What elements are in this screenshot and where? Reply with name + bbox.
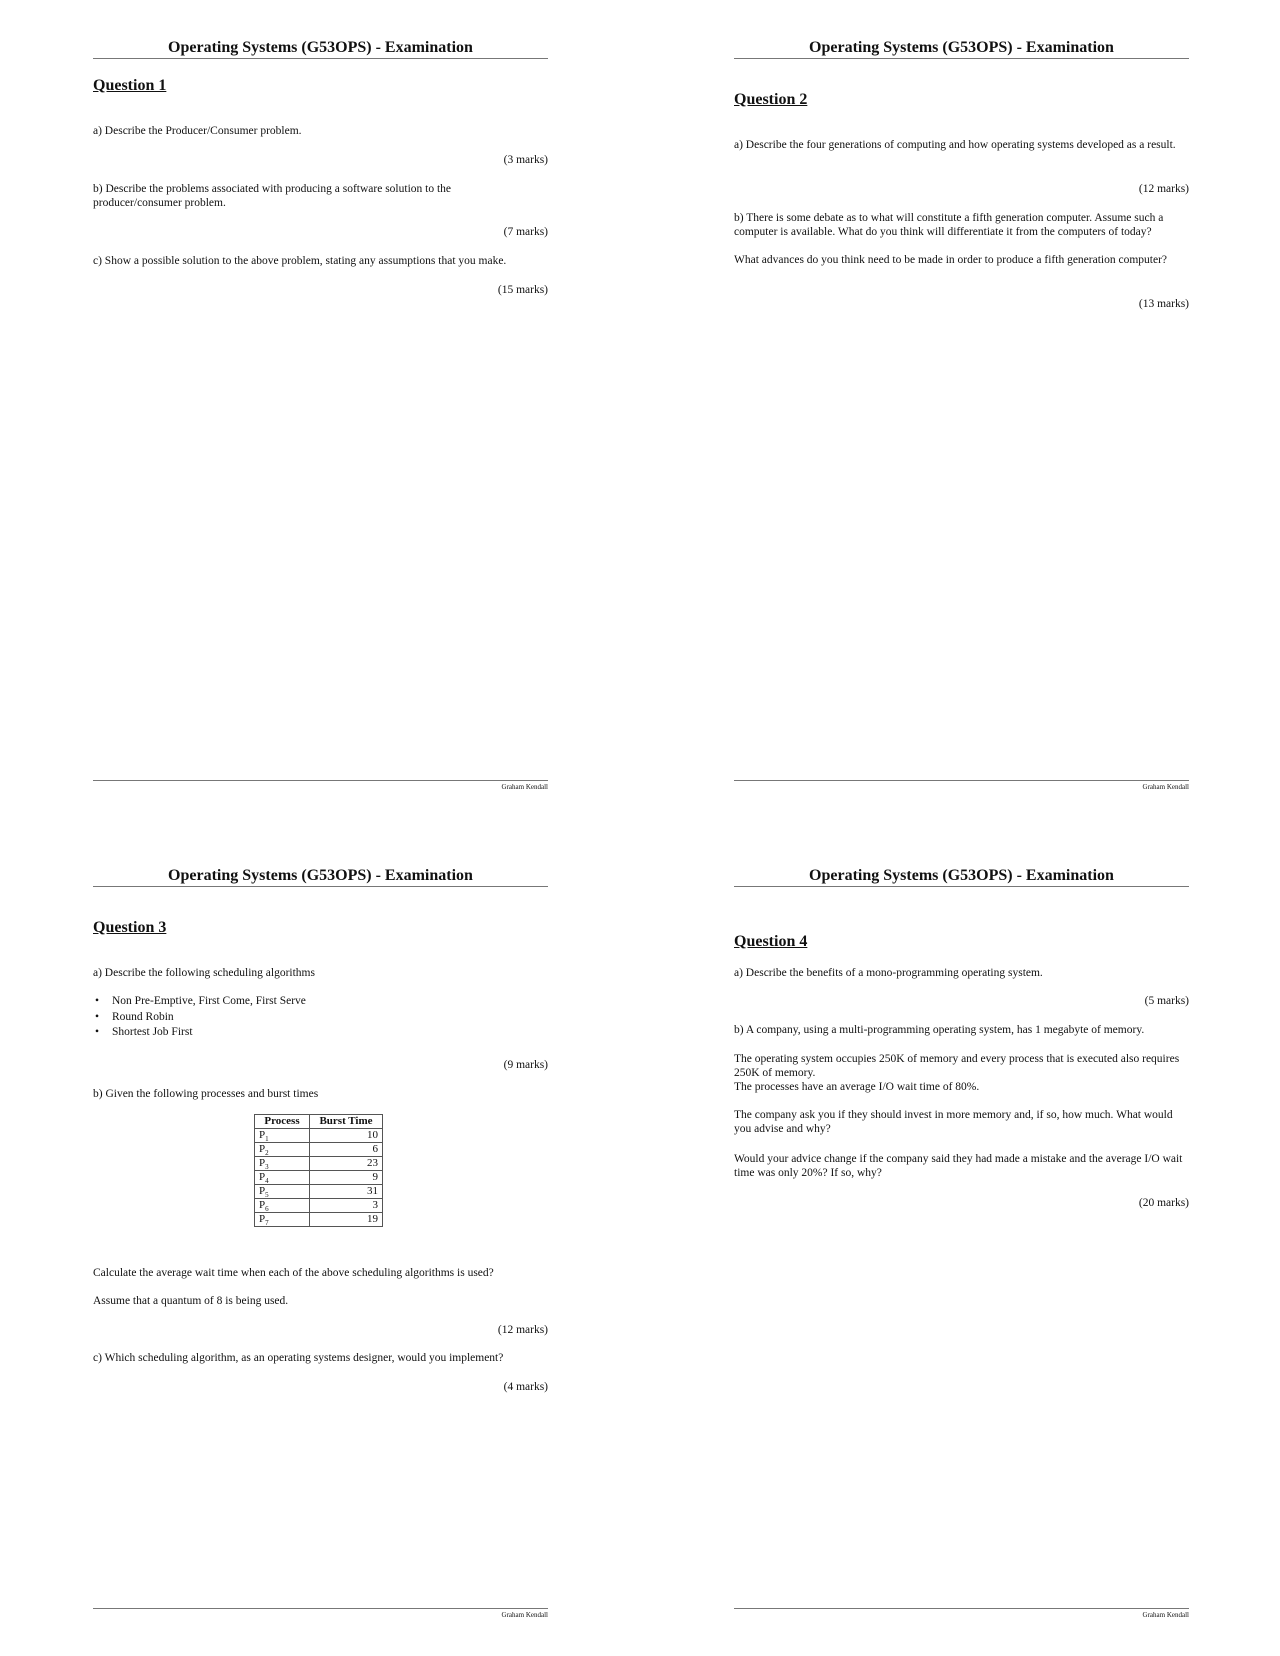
process-cell: $P_1$ <box>255 1129 310 1143</box>
question-part-b: b) There is some debate as to what will constitute a fifth generation computer. Assume such a computer is available. What do you think will differentiate it from the computers of today? <box>734 212 1164 238</box>
exam-page-2 <box>734 38 1189 793</box>
list-item-label: Round Robin <box>112 1010 174 1023</box>
list-item <box>93 994 306 1010</box>
question-part-b-io-wait: The processes have an average I/O wait time of 80%. <box>734 1081 980 1093</box>
page-header-title: Operating Systems (G53OPS) - Examination <box>809 867 1114 884</box>
question-part-a: a) Describe the four generations of computing and how operating systems developed as a result. <box>734 139 1176 151</box>
marks-part-a: (5 marks) <box>1144 995 1189 1007</box>
question-heading: Question 3 <box>93 919 167 936</box>
page-header-title: Operating Systems (G53OPS) - Examination <box>168 39 473 56</box>
question-part-a: a) Describe the benefits of a mono-programming operating system. <box>734 967 1043 979</box>
header-divider <box>734 886 1189 887</box>
list-item-label: Non Pre-Emptive, First Come, First Serve <box>112 995 306 1007</box>
list-item-label: Shortest Job First <box>112 1026 193 1038</box>
question-heading: Question 4 <box>734 933 808 950</box>
column-header-process: Process <box>255 1115 310 1129</box>
marks-part-c: (15 marks) <box>497 284 548 296</box>
page-header-title: Operating Systems (G53OPS) - Examination <box>809 39 1114 56</box>
table-row <box>255 1129 383 1143</box>
exam-page-3 <box>93 866 548 1626</box>
question-part-b: b) Describe the problems associated with producing a software solution to the producer/consumer problem. <box>93 183 452 209</box>
footer-author: Graham Kendall <box>1142 1611 1189 1619</box>
burst-time-cell: 3 <box>310 1199 383 1213</box>
process-cell: $P_7$ <box>255 1213 310 1227</box>
table-row <box>255 1199 383 1213</box>
footer-author: Graham Kendall <box>501 783 548 791</box>
marks-part-b: (13 marks) <box>1138 298 1189 310</box>
marks-part-b: (20 marks) <box>1138 1197 1189 1209</box>
marks-part-a: (3 marks) <box>503 154 548 166</box>
marks-part-a: (12 marks) <box>1138 183 1189 195</box>
table-row <box>255 1213 383 1227</box>
page-header-title: Operating Systems (G53OPS) - Examination <box>168 867 473 884</box>
header-divider <box>93 58 548 59</box>
footer-author: Graham Kendall <box>501 1611 548 1619</box>
footer-divider <box>734 780 1189 781</box>
question-part-b-calc: Calculate the average wait time when each of the above scheduling algorithms is used? <box>93 1267 494 1279</box>
burst-time-cell: 6 <box>310 1143 383 1157</box>
list-item <box>93 1025 306 1041</box>
question-part-b-memory: The operating system occupies 250K of memory and every process that is executed also requires 250K of memory. <box>734 1053 1180 1079</box>
burst-time-cell: 23 <box>310 1157 383 1171</box>
process-cell: $P_3$ <box>255 1157 310 1171</box>
process-cell: $P_2$ <box>255 1143 310 1157</box>
question-part-a: a) Describe the following scheduling algorithms <box>93 967 315 979</box>
marks-part-b: (12 marks) <box>497 1324 548 1336</box>
footer-divider <box>734 1608 1189 1609</box>
header-divider <box>734 58 1189 59</box>
marks-part-b: (7 marks) <box>503 226 548 238</box>
table-row <box>255 1185 383 1199</box>
footer-author: Graham Kendall <box>1142 783 1189 791</box>
question-part-a: a) Describe the Producer/Consumer problem. <box>93 125 302 137</box>
question-part-b-change: Would your advice change if the company said they had made a mistake and the average I/O wait time was only 20%? If so, why? <box>734 1153 1183 1179</box>
question-part-b: b) A company, using a multi-programming operating system, has 1 megabyte of memory. <box>734 1024 1145 1036</box>
table-row <box>255 1157 383 1171</box>
bullet-icon: • <box>95 1026 100 1038</box>
exam-page-4 <box>734 866 1189 1626</box>
footer-divider <box>93 1608 548 1609</box>
burst-time-cell: 9 <box>310 1171 383 1185</box>
header-divider <box>93 886 548 887</box>
list-item <box>93 1010 306 1026</box>
column-header-burst-time: Burst Time <box>310 1115 383 1129</box>
burst-time-cell: 19 <box>310 1213 383 1227</box>
burst-time-table <box>254 1114 383 1227</box>
question-heading: Question 2 <box>734 91 808 108</box>
process-cell: $P_6$ <box>255 1199 310 1213</box>
table-header-row <box>255 1115 383 1129</box>
process-cell: $P_4$ <box>255 1171 310 1185</box>
marks-part-a: (9 marks) <box>503 1059 548 1071</box>
question-part-c: c) Which scheduling algorithm, as an operating systems designer, would you implement? <box>93 1352 504 1364</box>
algorithm-list <box>93 994 306 1041</box>
exam-page-1 <box>93 38 548 793</box>
question-part-c: c) Show a possible solution to the above problem, stating any assumptions that you make. <box>93 255 507 267</box>
question-heading: Question 1 <box>93 77 167 94</box>
footer-divider <box>93 780 548 781</box>
question-part-b-quantum: Assume that a quantum of 8 is being used. <box>93 1295 289 1307</box>
table-row <box>255 1143 383 1157</box>
process-cell: $P_5$ <box>255 1185 310 1199</box>
marks-part-c: (4 marks) <box>503 1381 548 1393</box>
burst-time-cell: 10 <box>310 1129 383 1143</box>
bullet-icon: • <box>95 995 100 1007</box>
bullet-icon: • <box>95 1010 100 1023</box>
burst-time-cell: 31 <box>310 1185 383 1199</box>
question-part-b-advice: The company ask you if they should invest in more memory and, if so, how much. What would you advise and why? <box>734 1109 1173 1135</box>
table-row <box>255 1171 383 1185</box>
question-part-b: b) Given the following processes and burst times <box>93 1088 319 1100</box>
question-part-b-followup: What advances do you think need to be made in order to produce a fifth generation computer? <box>734 254 1168 266</box>
